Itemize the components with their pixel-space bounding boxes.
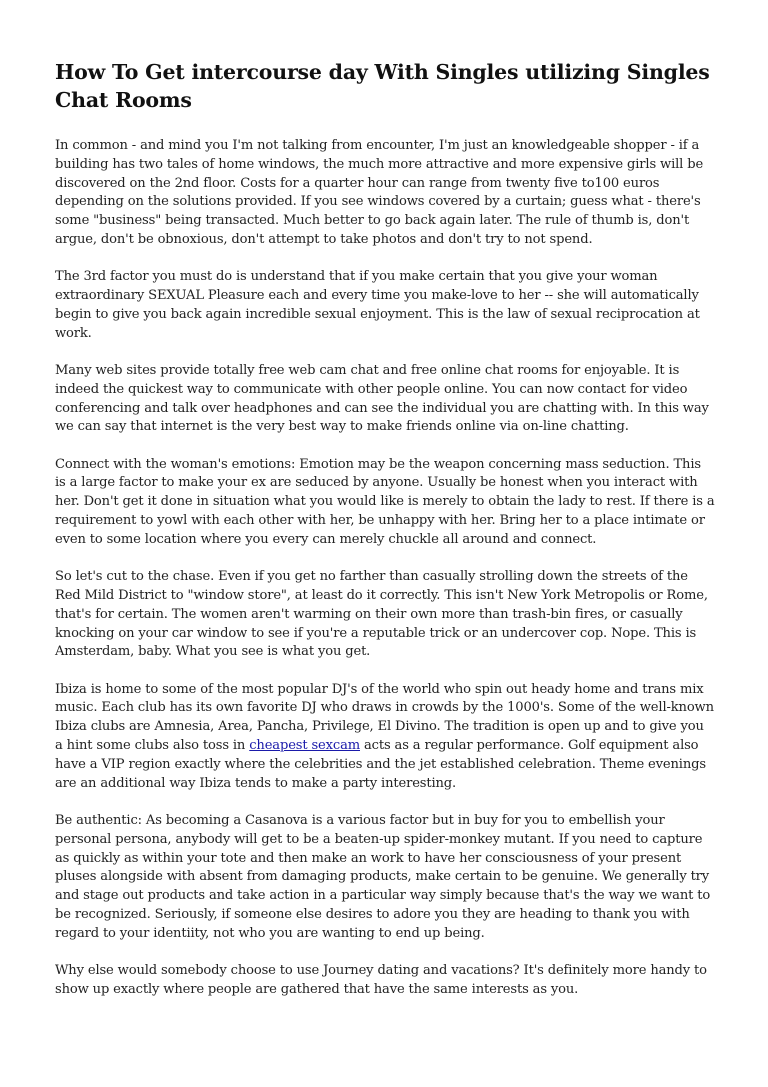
paragraph-text-after-link: acts as a regular performance. Golf equipment also have a VIP region exactly where the celebrities and the jet established celebration. Theme evenings are an additional way Ibiza tends to make a party interesting. xyxy=(55,738,706,791)
document-page xyxy=(55,58,715,1018)
paragraph: So let's cut to the chase. Even if you get no farther than casually strolling down the streets of the Red Mild District to "window store", at least do it correctly. This isn't New York Metropolis or Rome, that's for certain. The women aren't warming on their own more than trash-bin fires, or casually knocking on your car window to see if you're a reputable trick or an undercover cop. Nope. This is Amsterdam, baby. What you see is what you get. xyxy=(55,569,708,660)
paragraph: Many web sites provide totally free web cam chat and free online chat rooms for enjoyable. It is indeed the quickest way to communicate with other people online. You can now contact for video conferencing and talk over headphones and can see the individual you are chatting with. In this way we can say that internet is the very best way to make friends online via on-line chatting. xyxy=(55,362,709,435)
paragraph-text-before-link: Ibiza is home to some of the most popular DJ's of the world who spin out heady home and trans mix music. Each club has its own favorite DJ who draws in crowds by the 1000's. Some of the well-known Ibiza clubs are Amnesia, Area, Pancha, Privilege, El Divino. The tradition is open up and to give you a hint some clubs also toss in xyxy=(55,681,714,754)
paragraph: Why else would somebody choose to use Journey dating and vacations? It's definitely more handy to show up exactly where people are gathered that have the same interests as you. xyxy=(55,962,707,997)
document-title: How To Get intercourse day With Singles utilizing Singles Chat Rooms xyxy=(55,60,710,112)
paragraph: The 3rd factor you must do is understand that if you make certain that you give your woman extraordinary SEXUAL Pleasure each and every time you make-love to her -- she will automatically begin to give you back again incredible sexual enjoyment. This is the law of sexual reciprocation at work. xyxy=(55,269,700,341)
cheapest-sexcam-link[interactable]: cheapest sexcam xyxy=(249,738,360,754)
paragraph: Be authentic: As becoming a Casanova is a various factor but in buy for you to embellish your personal persona, anybody will get to be a beaten-up spider-monkey mutant. If you need to capture as quickly as within your tote and then make an work to have her consciousness of your present pluses alongside with absent from damaging products, make certain to be genuine. We generally try and stage out products and take action in a particular way simply because that's the way we want to be recognized. Seriously, if someone else desires to adore you they are heading to thank you with regard to your identiity, not who you are wanting to end up being. xyxy=(55,812,711,941)
paragraph: In common - and mind you I'm not talking from encounter, I'm just an knowledgeable shopper - if a building has two tales of home windows, the much more attractive and more expensive girls will be discovered on the 2nd floor. Costs for a quarter hour can range from twenty five to100 euros depending on the solutions provided. If you see windows covered by a curtain; guess what - there's some "business" being transacted. Much better to go back again later. The rule of thumb is, don't argue, don't be obnoxious, don't attempt to take photos and don't try to not spend. xyxy=(55,138,704,247)
paragraph-with-link xyxy=(55,681,715,794)
paragraph: Connect with the woman's emotions: Emotion may be the weapon concerning mass seduction. This is a large factor to make your ex are seduced by anyone. Usually be honest when you interact with her. Don't get it done in situation what you would like is merely to obtain the lady to rest. If there is a requirement to yowl with each other with her, be unhappy with her. Bring her to a place intimate or even to some location where you every can merely chuckle all around and connect. xyxy=(55,456,715,547)
